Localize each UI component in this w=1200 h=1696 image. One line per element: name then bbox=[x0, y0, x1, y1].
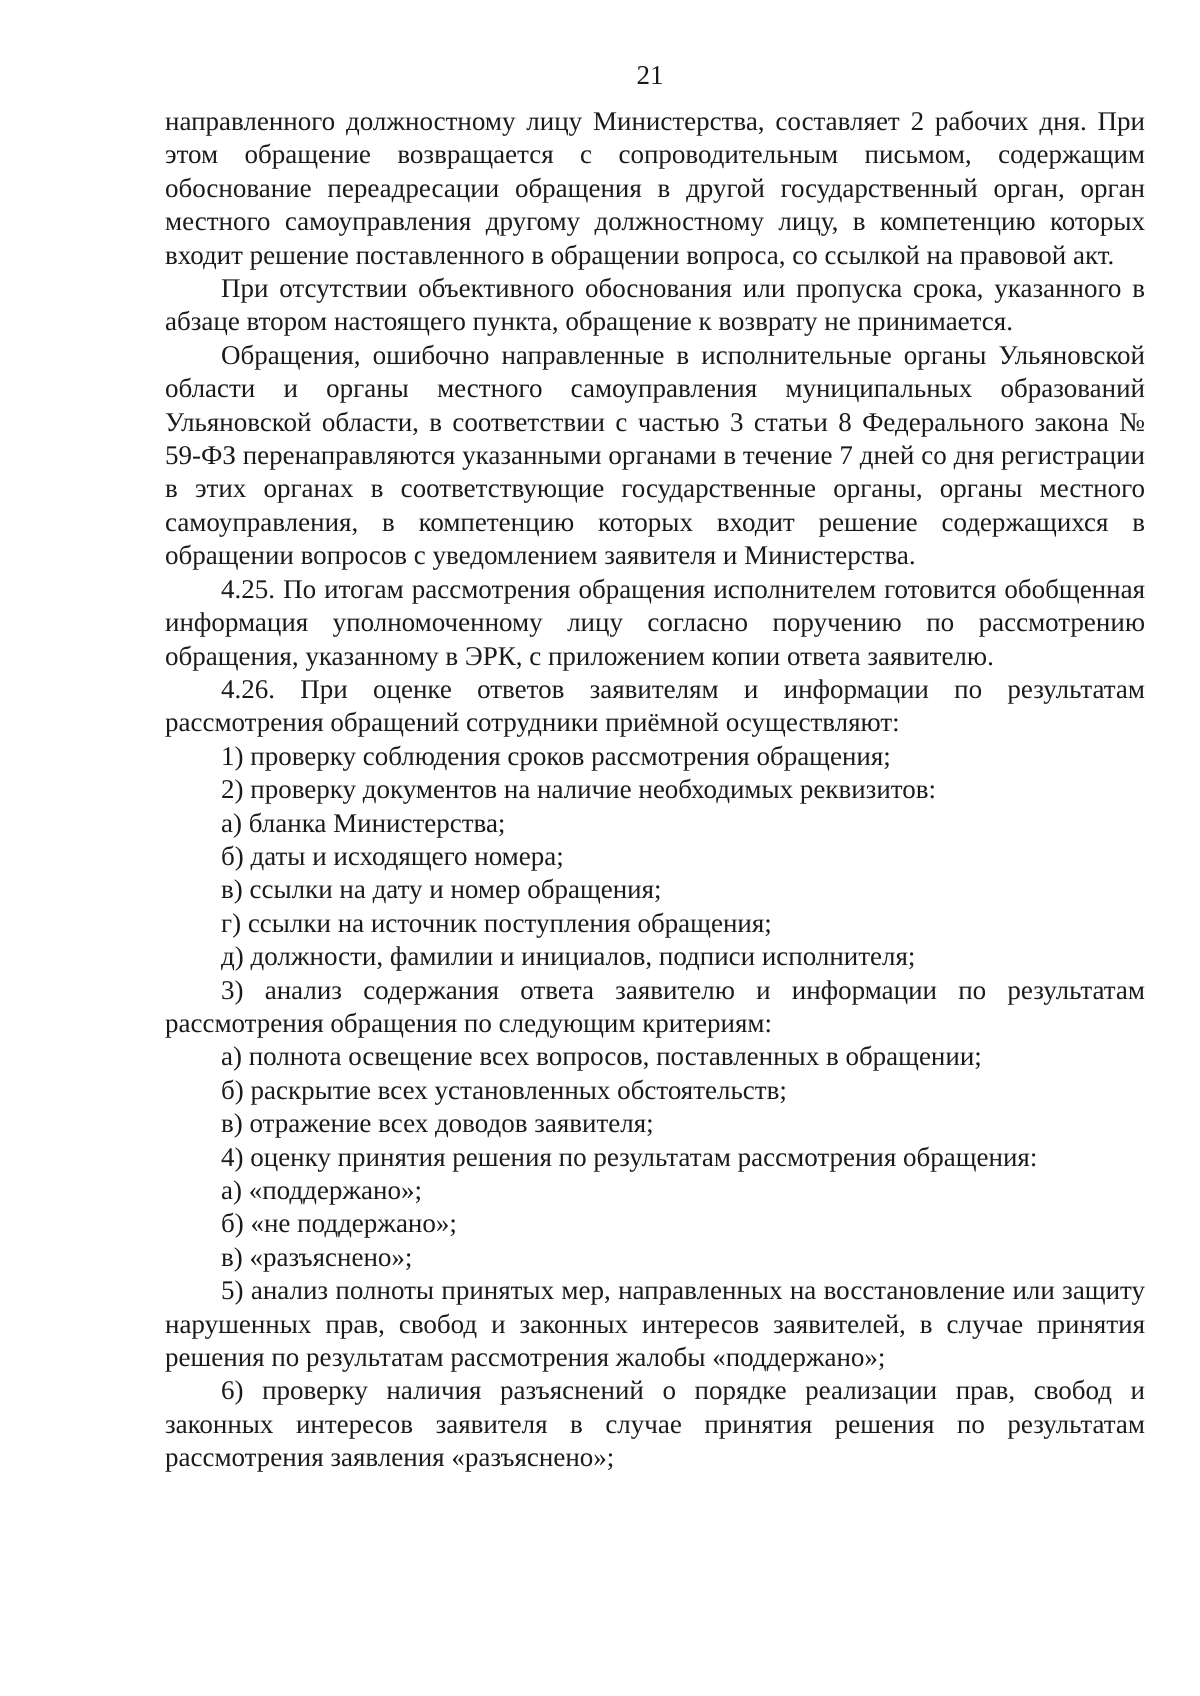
sub-list-item: а) полнота освещение всех вопросов, поставленных в обращении; bbox=[221, 1041, 982, 1072]
list-item: 1) проверку соблюдения сроков рассмотрения обращения; bbox=[221, 740, 891, 771]
sub-list-item: д) должности, фамилии и инициалов, подписи исполнителя; bbox=[221, 941, 916, 972]
paragraph-clause-4-25: 4.25. По итогам рассмотрения обращения исполнителем готовится обобщенная информация уполномоченному лицу согласно поручению по рассмотрению обращения, указанному в ЭРК, с приложением копии ответа заявителю. bbox=[165, 573, 1145, 671]
paragraph-continuation: направленного должностному лицу Министерства, составляет 2 рабочих дня. При этом обращение возвращается с сопроводительным письмом, содержащим обоснование переадресации обращения в другой государственный орган, орган местного самоуправления другому должностному лицу, в компетенцию которых входит решение поставленного в обращении вопроса, со ссылкой на правовой акт. bbox=[165, 106, 1145, 270]
list-item: 4) оценку принятия решения по результатам рассмотрения обращения: bbox=[221, 1141, 1038, 1172]
page-number: 21 bbox=[636, 60, 664, 90]
sub-list-item: б) «не поддержано»; bbox=[221, 1208, 457, 1239]
sub-list-item: а) бланка Министерства; bbox=[221, 807, 506, 838]
list-item: 6) проверку наличия разъяснений о порядке реализации прав, свобод и законных интересов заявителя в случае принятия решения по результатам рассмотрения заявления «разъяснено»; bbox=[165, 1375, 1145, 1473]
sub-list-item: а) «поддержано»; bbox=[221, 1175, 422, 1205]
list-item: 5) анализ полноты принятых мер, направленных на восстановление или защиту нарушенных прав, свобод и законных интересов заявителей, в случае принятия решения по результатам рассмотрения жалобы «поддержано»; bbox=[165, 1275, 1145, 1373]
list-item: 2) проверку документов на наличие необходимых реквизитов: bbox=[221, 774, 936, 805]
sub-list-item: в) отражение всех доводов заявителя; bbox=[221, 1108, 654, 1139]
sub-list-item: б) даты и исходящего номера; bbox=[221, 840, 564, 871]
paragraph: Обращения, ошибочно направленные в исполнительные органы Ульяновской области и органы местного самоуправления муниципальных образований Ульяновской области, в соответствии с частью 3 статьи 8 Федерального закона № 59-ФЗ перенаправляются указанными органами в течение 7 дней со дня регистрации в этих органах в соответствующие государственные органы, органы местного самоуправления, в компетенцию которых входит решение содержащихся в обращении вопросов с уведомлением заявителя и Министерства. bbox=[165, 339, 1145, 571]
sub-list-item: г) ссылки на источник поступления обращения; bbox=[221, 907, 772, 938]
sub-list-item: в) «разъяснено»; bbox=[221, 1241, 413, 1272]
document-body bbox=[165, 105, 1145, 1475]
paragraph: При отсутствии объективного обоснования или пропуска срока, указанного в абзаце втором настоящего пункта, обращение к возврату не принимается. bbox=[165, 273, 1145, 337]
list-item: 3) анализ содержания ответа заявителю и информации по результатам рассмотрения обращения по следующим критериям: bbox=[165, 974, 1145, 1038]
paragraph-clause-4-26: 4.26. При оценке ответов заявителям и информации по результатам рассмотрения обращений сотрудники приёмной осуществляют: bbox=[165, 673, 1145, 738]
sub-list-item: в) ссылки на дату и номер обращения; bbox=[221, 874, 662, 905]
sub-list-item: б) раскрытие всех установленных обстоятельств; bbox=[221, 1074, 787, 1105]
